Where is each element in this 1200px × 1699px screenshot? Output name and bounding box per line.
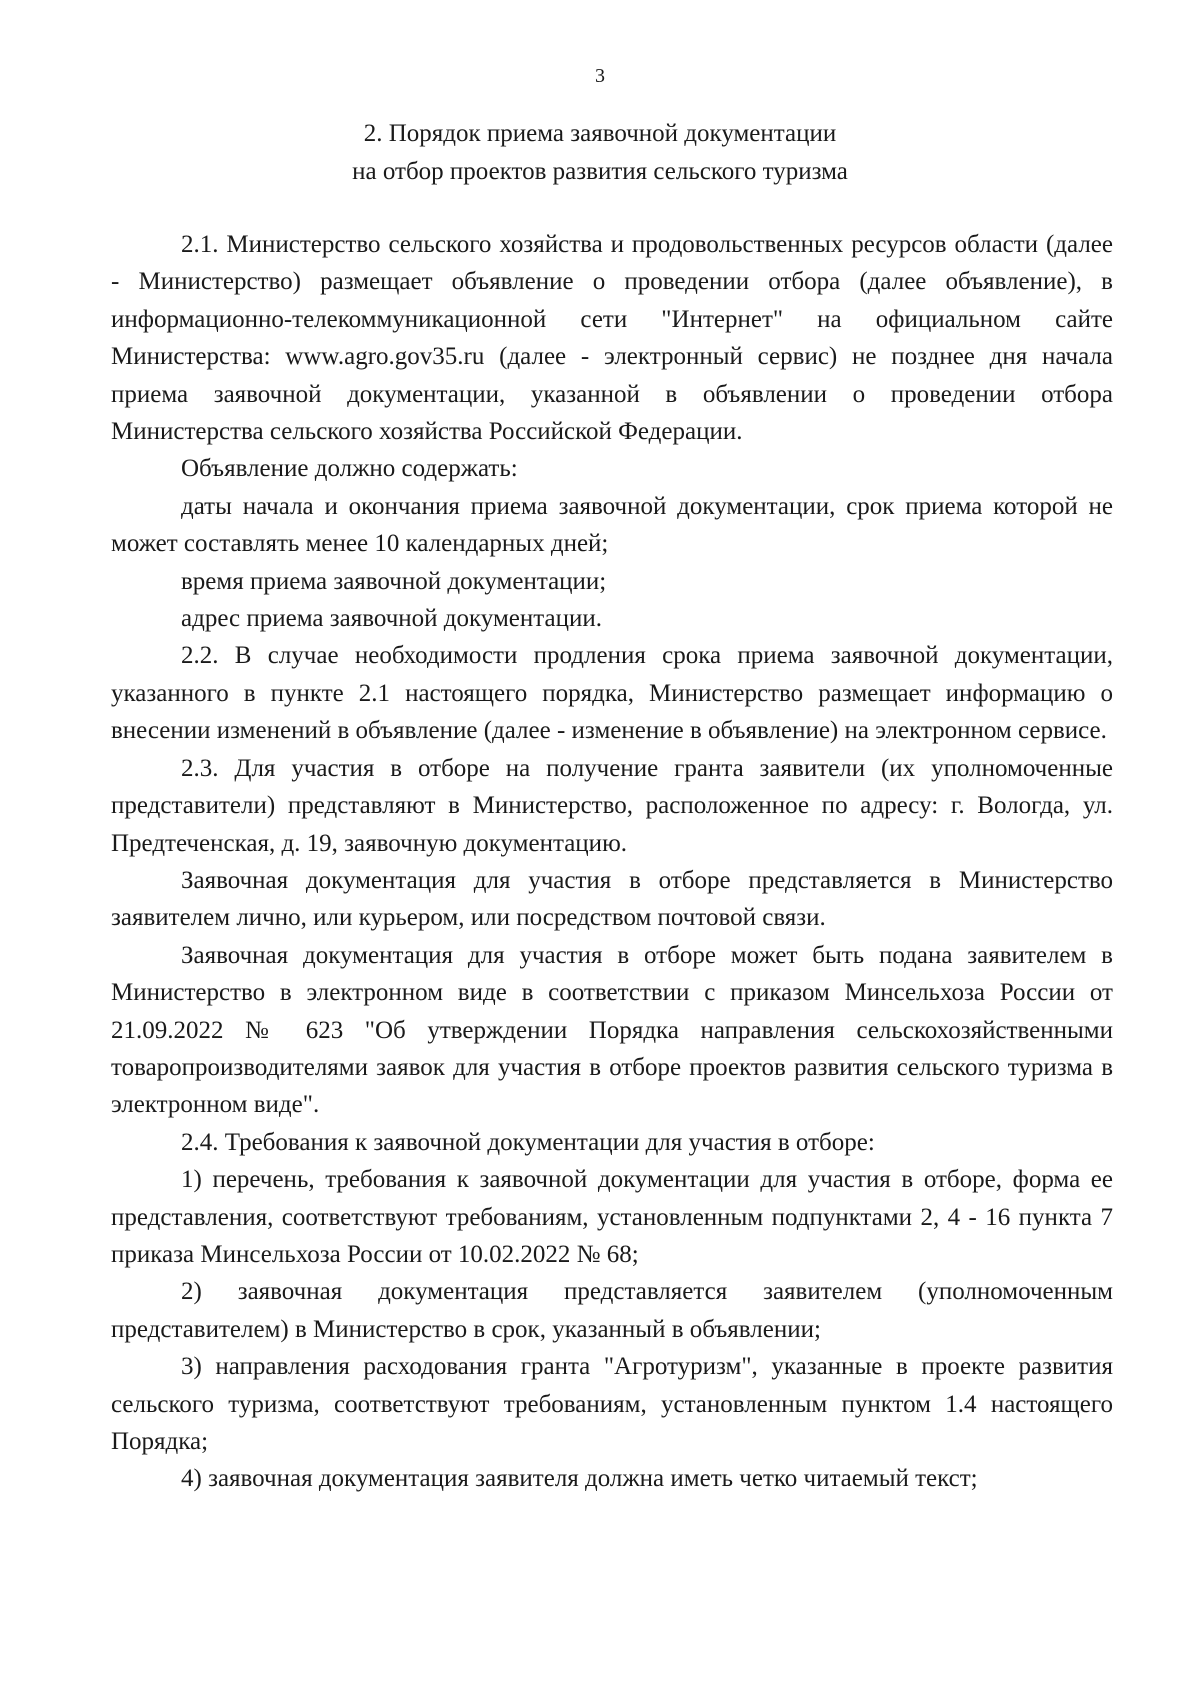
document-body: [111, 226, 1113, 1498]
section-heading: [0, 115, 1200, 191]
paragraph-submission-methods: Заявочная документация для участия в отборе представляется в Министерство заявителем лично, или курьером, или посредством почтовой связи.: [111, 866, 1113, 932]
paragraph-requirement-4: 4) заявочная документация заявителя должна иметь четко читаемый текст;: [181, 1465, 978, 1493]
paragraph-2-4: 2.4. Требования к заявочной документации для участия в отборе:: [181, 1128, 875, 1156]
page-number: 3: [595, 65, 605, 87]
paragraph-requirement-2: 2) заявочная документация представляется заявителем (уполномоченным представителем) в Министерство в срок, указанный в объявлении;: [111, 1278, 1113, 1343]
paragraph-2-3: 2.3. Для участия в отборе на получение гранта заявители (их уполномоченные представители) представляют в Министерство, расположенное по адресу: г. Вологда, ул. Предтеченская, д. 19, заявочную документацию.: [111, 754, 1113, 857]
section-heading-line-1: 2. Порядок приема заявочной документации: [363, 120, 837, 147]
paragraph-requirement-3: 3) направления расходования гранта "Агротуризм", указанные в проекте развития сельского туризма, соответствуют требованиям, установленным пунктом 1.4 настоящего Порядка;: [111, 1353, 1113, 1455]
paragraph-announcement-intro: Объявление должно содержать:: [181, 455, 518, 483]
section-heading-line-2: на отбор проектов развития сельского туризма: [352, 158, 848, 185]
paragraph-electronic-submission: Заявочная документация для участия в отборе может быть подана заявителем в Министерство в электронном виде в соответствии с приказом Минсельхоза России от 21.09.2022 № 623 "Об утверждении Порядка направления сельскохозяйственными товаропроизводителями заявок для участия в отборе проектов развития сельского туризма в электронном виде".: [111, 941, 1113, 1119]
paragraph-requirement-1: 1) перечень, требования к заявочной документации для участия в отборе, форма ее представления, соответствуют требованиям, установленным подпунктами 2, 4 - 16 пункта 7 приказа Минсельхоза России от 10.02.2022 № 68;: [111, 1166, 1113, 1268]
paragraph-announcement-address: адрес приема заявочной документации.: [181, 605, 602, 633]
paragraph-announcement-time: время приема заявочной документации;: [181, 567, 607, 595]
paragraph-2-1: 2.1. Министерство сельского хозяйства и продовольственных ресурсов области (далее - Министерство) размещает объявление о проведении отбора (далее объявление), в информационно-телекоммуникационной сети "Интернет" на официальном сайте Министерства: www.agro.gov35.ru (далее - электронный сервис) не позднее дня начала приема заявочной документации, указанной в объявлении о проведении отбора Министерства сельского хозяйства Российской Федерации.: [111, 231, 1113, 446]
paragraph-announcement-dates: даты начала и окончания приема заявочной документации, срок приема которой не может составлять менее 10 календарных дней;: [111, 492, 1113, 558]
paragraph-2-2: 2.2. В случае необходимости продления срока приема заявочной документации, указанного в пункте 2.1 настоящего порядка, Министерство размещает информацию о внесении изменений в объявление (далее - изменение в объявление) на электронном сервисе.: [111, 642, 1113, 745]
